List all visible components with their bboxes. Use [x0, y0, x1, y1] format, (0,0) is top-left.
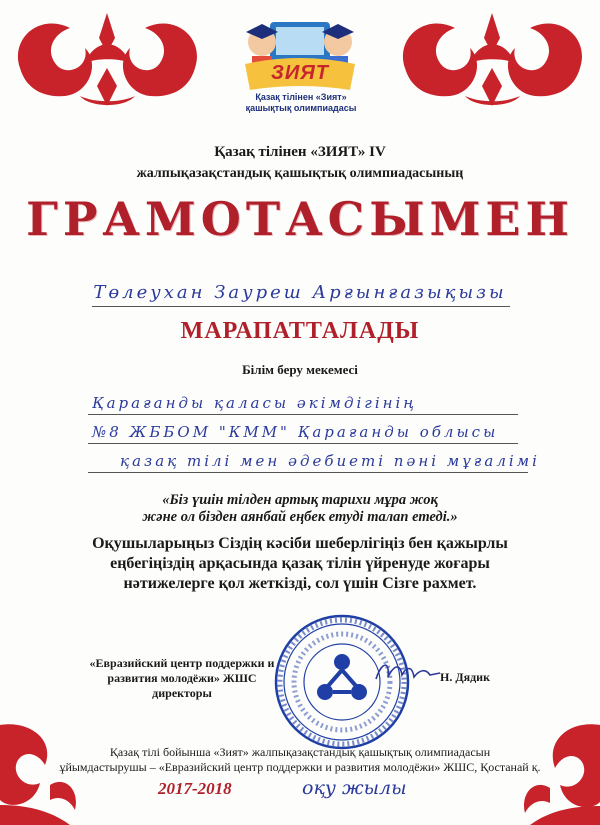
quote-line2: және ол бізден аянбай еңбек етуді талап етеді.»	[142, 509, 458, 525]
footer-line2: ұйымдастырушы – «Евразийский центр поддержки и развития молодёжи» ЖШС, Қостанай қ.	[59, 760, 541, 774]
academic-year-handwritten: оқу жылы	[302, 777, 407, 799]
issuer-line2: развития молодёжи» ЖШС директоры	[107, 671, 257, 700]
footer-organizer	[0, 745, 600, 775]
recipient-name: Төлеухан Зауреш Арғынғазықызы	[93, 282, 507, 303]
ornament-top-right-icon	[385, 8, 600, 118]
institution-line-1: Қарағанды қаласы әкімдігінің	[92, 394, 417, 412]
issuer-line1: «Евразийский центр поддержки и	[89, 656, 275, 670]
awarded-heading: МАРАПАТТАЛАДЫ	[180, 318, 420, 344]
institution-line-2: №8 ЖББОМ "КММ" Қарағанды облысы	[92, 423, 499, 441]
logo-caption-line2: қашықтық олимпиадасы	[245, 103, 357, 113]
olympiad-title-line1: Қазақ тілінен «ЗИЯТ» IV	[214, 144, 386, 160]
logo-caption-line1: Қазақ тілінен «Зият»	[255, 92, 347, 102]
recipient-underline	[92, 306, 510, 307]
thanks-line2: еңбегіңіздің арқасында қазақ тілін үйренуде жоғары	[110, 555, 490, 572]
academic-year: 2017-2018	[158, 779, 232, 798]
institution-line-3: қазақ тілі мен әдебиеті пәні мұғалімі	[120, 452, 540, 470]
thanks-line1: Оқушыларыңыз Сіздің кәсіби шеберлігіңіз бен қажырлы	[92, 535, 508, 552]
issuer-organization	[82, 656, 282, 701]
institution-underline-1	[88, 414, 518, 415]
signature-icon	[372, 655, 444, 689]
footer-line1: Қазақ тілі бойынша «Зият» жалпықазақстандық қашықтық олимпиадасын	[109, 745, 491, 759]
quote	[0, 492, 600, 526]
thanks-paragraph	[0, 534, 600, 594]
quote-line1: «Біз үшін тілден артық тарихи мұра жоқ	[162, 492, 438, 508]
institution-label: Білім беру мекемесі	[242, 362, 358, 377]
signer-name: Н. Дядик	[440, 670, 490, 684]
logo-caption	[236, 92, 366, 114]
institution-underline-3	[88, 472, 528, 473]
olympiad-title-line2: жалпықазақстандық қашықтық олимпиадасының	[136, 166, 464, 181]
certificate-title: ГРАМОТАСЫМЕН	[26, 192, 574, 246]
ornament-top-left-icon	[0, 8, 215, 118]
logo-word: ЗИЯТ	[270, 62, 330, 84]
thanks-line3: нәтижелерге қол жеткізді, сол үшін Сізге рахмет.	[123, 575, 477, 592]
institution-underline-2	[88, 443, 518, 444]
